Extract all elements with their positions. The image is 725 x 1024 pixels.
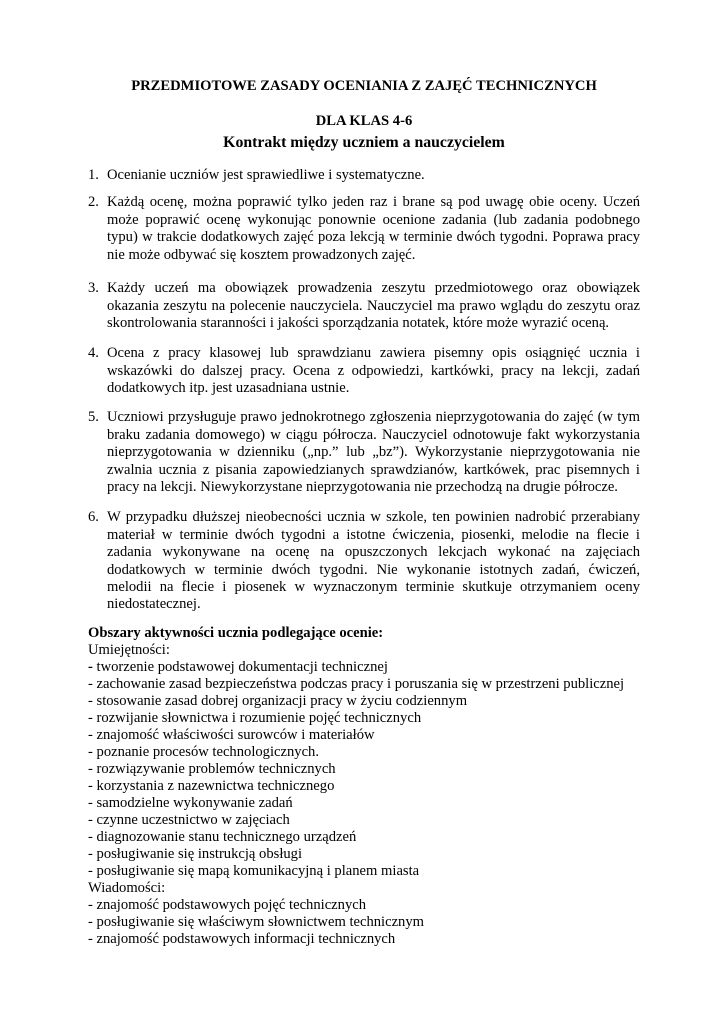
rule-item-4 [88, 345, 640, 397]
rule-number: 5. [88, 409, 99, 426]
skill-text: posługiwanie się mapą komunikacyjną i planem miasta [96, 862, 420, 879]
document-title: PRZEDMIOTOWE ZASADY OCENIANIA Z ZAJĘĆ TECHNICZNYCH [131, 78, 597, 94]
skill-text: korzystania z nazewnictwa technicznego [96, 777, 335, 794]
class-range-heading: DLA KLAS 4-6 [315, 113, 413, 129]
rule-text: Uczniowi przysługuje prawo jednokrotnego zgłoszenia nieprzygotowania do zajęć (w tym braku zadania domowego) w ciągu półrocza. Nauczyciel odnotowuje fakt wykorzystania nieprzygotowania w dzienniku („np.” lub „bz”). Wykorzystanie nieprzygotowania nie zwalnia ucznia z pisania zapowiedzianych sprawdzianów, kartkówek, prac pisemnych i pracy na lekcji. Niewykorzystane nieprzygotowania nie przechodzą na drugie półrocze. [107, 409, 640, 495]
bullet-dash: - [88, 692, 93, 709]
bullet-dash: - [88, 709, 93, 726]
bullet-dash: - [88, 930, 93, 947]
skill-item [88, 812, 688, 829]
skill-text: poznanie procesów technologicznych. [96, 743, 320, 760]
knowledge-text: znajomość podstawowych pojęć technicznych [96, 896, 367, 913]
bullet-dash: - [88, 828, 93, 845]
rule-text: Ocenianie uczniów jest sprawiedliwe i systematyczne. [107, 167, 425, 184]
skill-item [88, 693, 688, 710]
skill-text: rozwiązywanie problemów technicznych [96, 760, 336, 777]
bullet-dash: - [88, 811, 93, 828]
bullet-dash: - [88, 794, 93, 811]
skill-text: diagnozowanie stanu technicznego urządzeń [96, 828, 357, 845]
knowledge-text: posługiwanie się właściwym słownictwem technicznym [96, 913, 425, 930]
rule-item-1 [88, 167, 640, 184]
rule-item-2 [88, 194, 640, 264]
skill-item [88, 846, 688, 863]
rule-text: Ocena z pracy klasowej lub sprawdzianu zawiera pisemny opis osiągnięć ucznia i wskazówki do dalszej pracy. Ocena z odpowiedzi, kartkówki, pracy na lekcji, zadań dodatkowych itp. jest uzasadniana ustnie. [107, 345, 640, 397]
contract-heading: Kontrakt między uczniem a nauczycielem [223, 133, 505, 151]
rule-item-3 [88, 280, 640, 332]
knowledge-text: znajomość podstawowych informacji technicznych [96, 930, 396, 947]
skill-text: rozwijanie słownictwa i rozumienie pojęć technicznych [96, 709, 422, 726]
skill-text: stosowanie zasad dobrej organizacji pracy w życiu codziennym [96, 692, 468, 709]
knowledge-label: Wiadomości: [88, 879, 166, 896]
skill-text: tworzenie podstawowej dokumentacji technicznej [96, 658, 388, 675]
skill-item [88, 829, 688, 846]
skill-item [88, 727, 688, 744]
bullet-dash: - [88, 675, 93, 692]
knowledge-item [88, 897, 688, 914]
bullet-dash: - [88, 726, 93, 743]
skill-item [88, 863, 688, 880]
skills-label: Umiejętności: [88, 641, 170, 658]
skill-item [88, 744, 688, 761]
rule-number: 6. [88, 509, 99, 526]
rule-number: 2. [88, 194, 99, 211]
bullet-dash: - [88, 760, 93, 777]
skill-item [88, 778, 688, 795]
rule-number: 4. [88, 345, 99, 362]
rules-list [88, 167, 640, 614]
bullet-dash: - [88, 743, 93, 760]
bullet-dash: - [88, 913, 93, 930]
skill-item [88, 710, 688, 727]
skill-text: znajomość właściwości surowców i materiałów [96, 726, 375, 743]
knowledge-item [88, 931, 688, 948]
skill-text: posługiwanie się instrukcją obsługi [96, 845, 303, 862]
rule-number: 3. [88, 280, 99, 297]
skill-item [88, 659, 688, 676]
activity-heading: Obszary aktywności ucznia podlegające ocenie: [88, 624, 384, 641]
skill-text: czynne uczestnictwo w zajęciach [96, 811, 290, 828]
skill-item [88, 795, 688, 812]
rule-item-6 [88, 509, 640, 613]
rule-number: 1. [88, 167, 99, 184]
activity-section [88, 625, 688, 948]
rule-item-5 [88, 409, 640, 496]
skill-text: zachowanie zasad bezpieczeństwa podczas pracy i poruszania się w przestrzeni publicznej [96, 675, 625, 692]
skill-text: samodzielne wykonywanie zadań [96, 794, 293, 811]
bullet-dash: - [88, 777, 93, 794]
rule-text: W przypadku dłuższej nieobecności ucznia w szkole, ten powinien nadrobić przerabiany materiał w terminie dwóch tygodni a istotne ćwiczenia, piosenki, melodie na flecie i zadania wykonywane na ocenę na opuszczonych lekcjach wykonać na zajęciach dodatkowych w terminie dwóch tygodni. Nie wykonanie istotnych zadań, ćwiczeń, melodii na flecie i piosenek w wyznaczonym terminie skutkuje otrzymaniem oceny niedostatecznej. [107, 509, 640, 613]
skill-item [88, 676, 688, 693]
bullet-dash: - [88, 896, 93, 913]
rule-text: Każdą ocenę, można poprawić tylko jeden raz i brane są pod uwagę obie oceny. Uczeń może poprawić ocenę wykonując ponownie ocenione zadania (lub zadania podobnego typu) w trakcie dodatkowych zajęć poza lekcją w terminie dwóch tygodni. Poprawa pracy nie może odbywać się kosztem prowadzonych zajęć. [107, 194, 640, 263]
skill-item [88, 761, 688, 778]
rule-text: Każdy uczeń ma obowiązek prowadzenia zeszytu przedmiotowego oraz obowiązek okazania zeszytu na polecenie nauczyciela. Nauczyciel ma prawo wglądu do zeszytu oraz skontrolowania staranności i jakości sporządzania notatek, które może wyrazić oceną. [107, 280, 640, 332]
bullet-dash: - [88, 862, 93, 879]
bullet-dash: - [88, 845, 93, 862]
knowledge-item [88, 914, 688, 931]
bullet-dash: - [88, 658, 93, 675]
